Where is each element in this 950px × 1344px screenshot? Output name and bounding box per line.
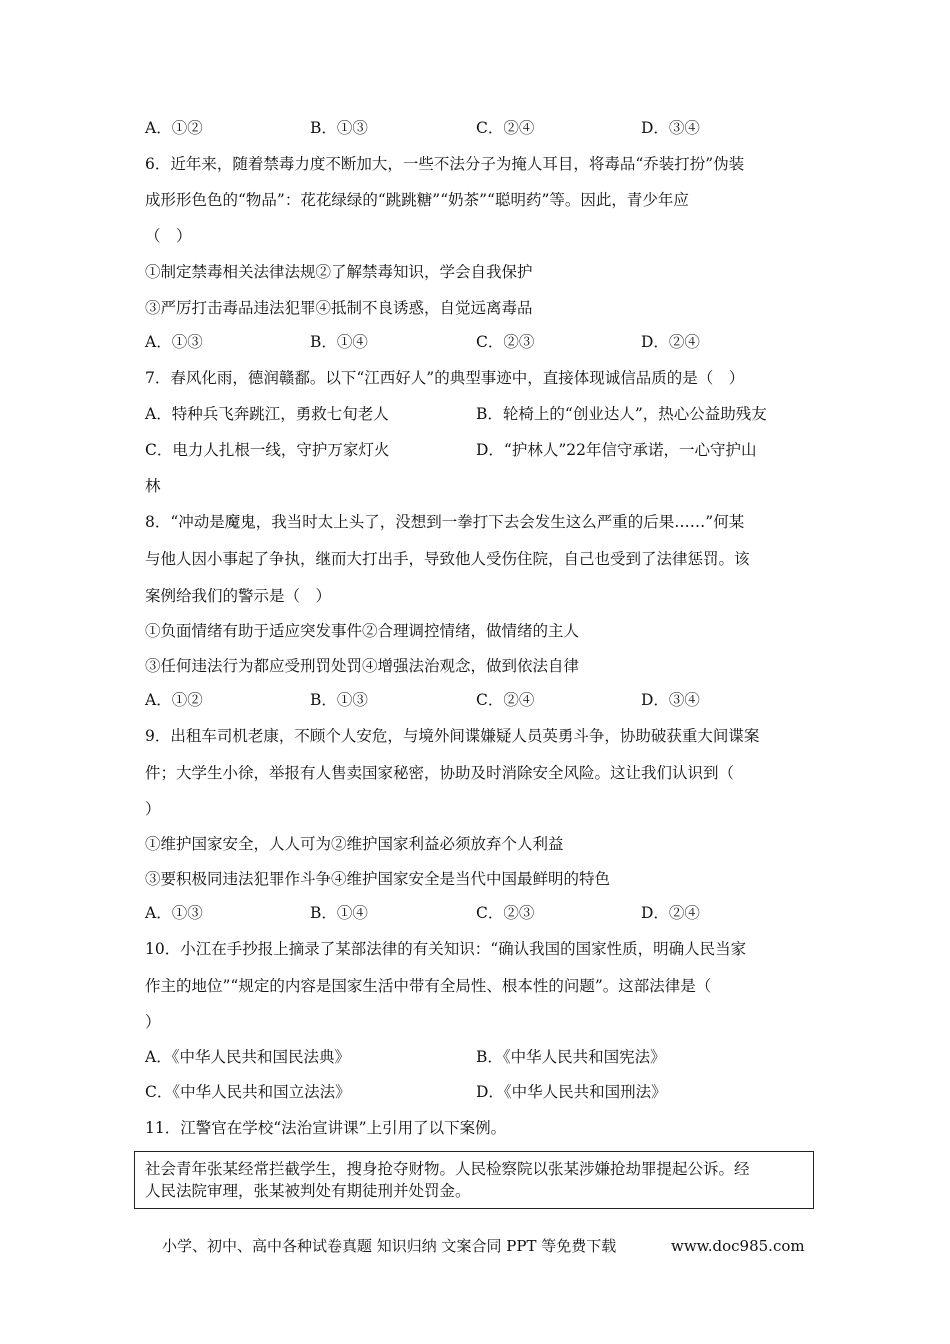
q10-option-b: B．《中华人民共和国宪法》 (476, 1048, 666, 1066)
q10-stem-line-2: 作主的地位”“规定的内容是国家生活中带有全局性、根本性的问题”。这部法律是（ (145, 977, 712, 995)
q8-item-1: ①负面情绪有助于适应突发事件②合理调控情绪，做情绪的主人 (145, 622, 580, 640)
q9-option-b: B．①④ (310, 904, 368, 922)
q10-option-c: C．《中华人民共和国立法法》 (145, 1083, 351, 1101)
q6-item-1: ①制定禁毒相关法律法规②了解禁毒知识，学会自我保护 (145, 263, 533, 281)
q6-stem-line-3: （ ） (145, 227, 192, 245)
q6-option-d: D．②④ (641, 333, 700, 351)
q9-item-2: ③要积极同违法犯罪作斗争④维护国家安全是当代中国最鲜明的特色 (145, 870, 611, 888)
q10-stem-line-3: ） (145, 1013, 161, 1031)
q11-case-line-1: 社会青年张某经常拦截学生，搜身抢夺财物。人民检察院以张某涉嫌抢劫罪提起公诉。经 (145, 1160, 750, 1178)
q11-case-box (134, 1151, 814, 1209)
q5-option-b: B．①③ (310, 119, 368, 137)
q7-option-d: D．“护林人”22年信守承诺，一心守护山 (476, 441, 757, 459)
q10-stem-line-1: 10．小江在手抄报上摘录了某部法律的有关知识：“确认我国的国家性质，明确人民当家 (145, 940, 747, 958)
q7-option-d-continuation: 林 (145, 477, 161, 495)
q6-stem-line-1: 6．近年来，随着禁毒力度不断加大，一些不法分子为掩人耳目，将毒品“乔装打扮”伪装 (145, 155, 745, 173)
q5-option-c: C．②④ (476, 119, 535, 137)
q5-option-d: D．③④ (641, 119, 700, 137)
q10-option-d: D．《中华人民共和国刑法》 (476, 1083, 667, 1101)
q6-option-b: B．①④ (310, 333, 368, 351)
q8-option-a: A．①② (145, 691, 203, 709)
q11-stem: 11．江警官在学校“法治宣讲课”上引用了以下案例。 (145, 1119, 507, 1137)
q9-option-d: D．②④ (641, 904, 700, 922)
q7-option-b: B．轮椅上的“创业达人”，热心公益助残友 (476, 405, 767, 423)
q9-item-1: ①维护国家安全，人人可为②维护国家利益必须放弃个人利益 (145, 835, 564, 853)
q9-stem-line-3: ） (145, 800, 161, 818)
q9-option-c: C．②③ (476, 904, 535, 922)
q9-stem-line-2: 件；大学生小徐，举报有人售卖国家秘密，协助及时消除安全风险。这让我们认识到（ (145, 764, 735, 782)
q8-stem-line-3: 案例给我们的警示是（ ） (145, 587, 332, 605)
q7-option-c: C．电力人扎根一线，守护万家灯火 (145, 441, 390, 459)
q5-option-a: A．①② (145, 119, 203, 137)
footer-url: www.doc985.com (671, 1237, 805, 1255)
q6-stem-line-2: 成形形色色的“物品”：花花绿绿的“跳跳糖”“奶茶”“聪明药”等。因此，青少年应 (145, 191, 689, 209)
q6-option-a: A．①③ (145, 333, 203, 351)
q8-item-2: ③任何违法行为都应受刑罚处罚④增强法治观念，做到依法自律 (145, 657, 580, 675)
q6-item-2: ③严厉打击毒品违法犯罪④抵制不良诱惑，自觉远离毒品 (145, 299, 533, 317)
q8-stem-line-2: 与他人因小事起了争执，继而大打出手，导致他人受伤住院，自己也受到了法律惩罚。该 (145, 550, 750, 568)
q10-option-a: A．《中华人民共和国民法典》 (145, 1048, 350, 1066)
footer-text: 小学、初中、高中各种试卷真题 知识归纳 文案合同 PPT 等免费下载 (162, 1237, 617, 1255)
q8-option-c: C．②④ (476, 691, 535, 709)
q8-option-d: D．③④ (641, 691, 700, 709)
q9-option-a: A．①③ (145, 904, 203, 922)
q7-stem: 7．春风化雨，德润赣鄱。以下“江西好人”的典型事迹中，直接体现诚信品质的是（ ） (145, 369, 745, 387)
q6-option-c: C．②③ (476, 333, 535, 351)
q9-stem-line-1: 9．出租车司机老康，不顾个人安危，与境外间谍嫌疑人员英勇斗争，协助破获重大间谍案 (145, 727, 760, 745)
q11-case-line-2: 人民法院审理，张某被判处有期徒刑并处罚金。 (145, 1182, 471, 1200)
q8-option-b: B．①③ (310, 691, 368, 709)
q7-option-a: A．特种兵飞奔跳江，勇救七旬老人 (145, 405, 389, 423)
q8-stem-line-1: 8．“冲动是魔鬼，我当时太上头了，没想到一拳打下去会发生这么严重的后果……”何某 (145, 513, 745, 531)
